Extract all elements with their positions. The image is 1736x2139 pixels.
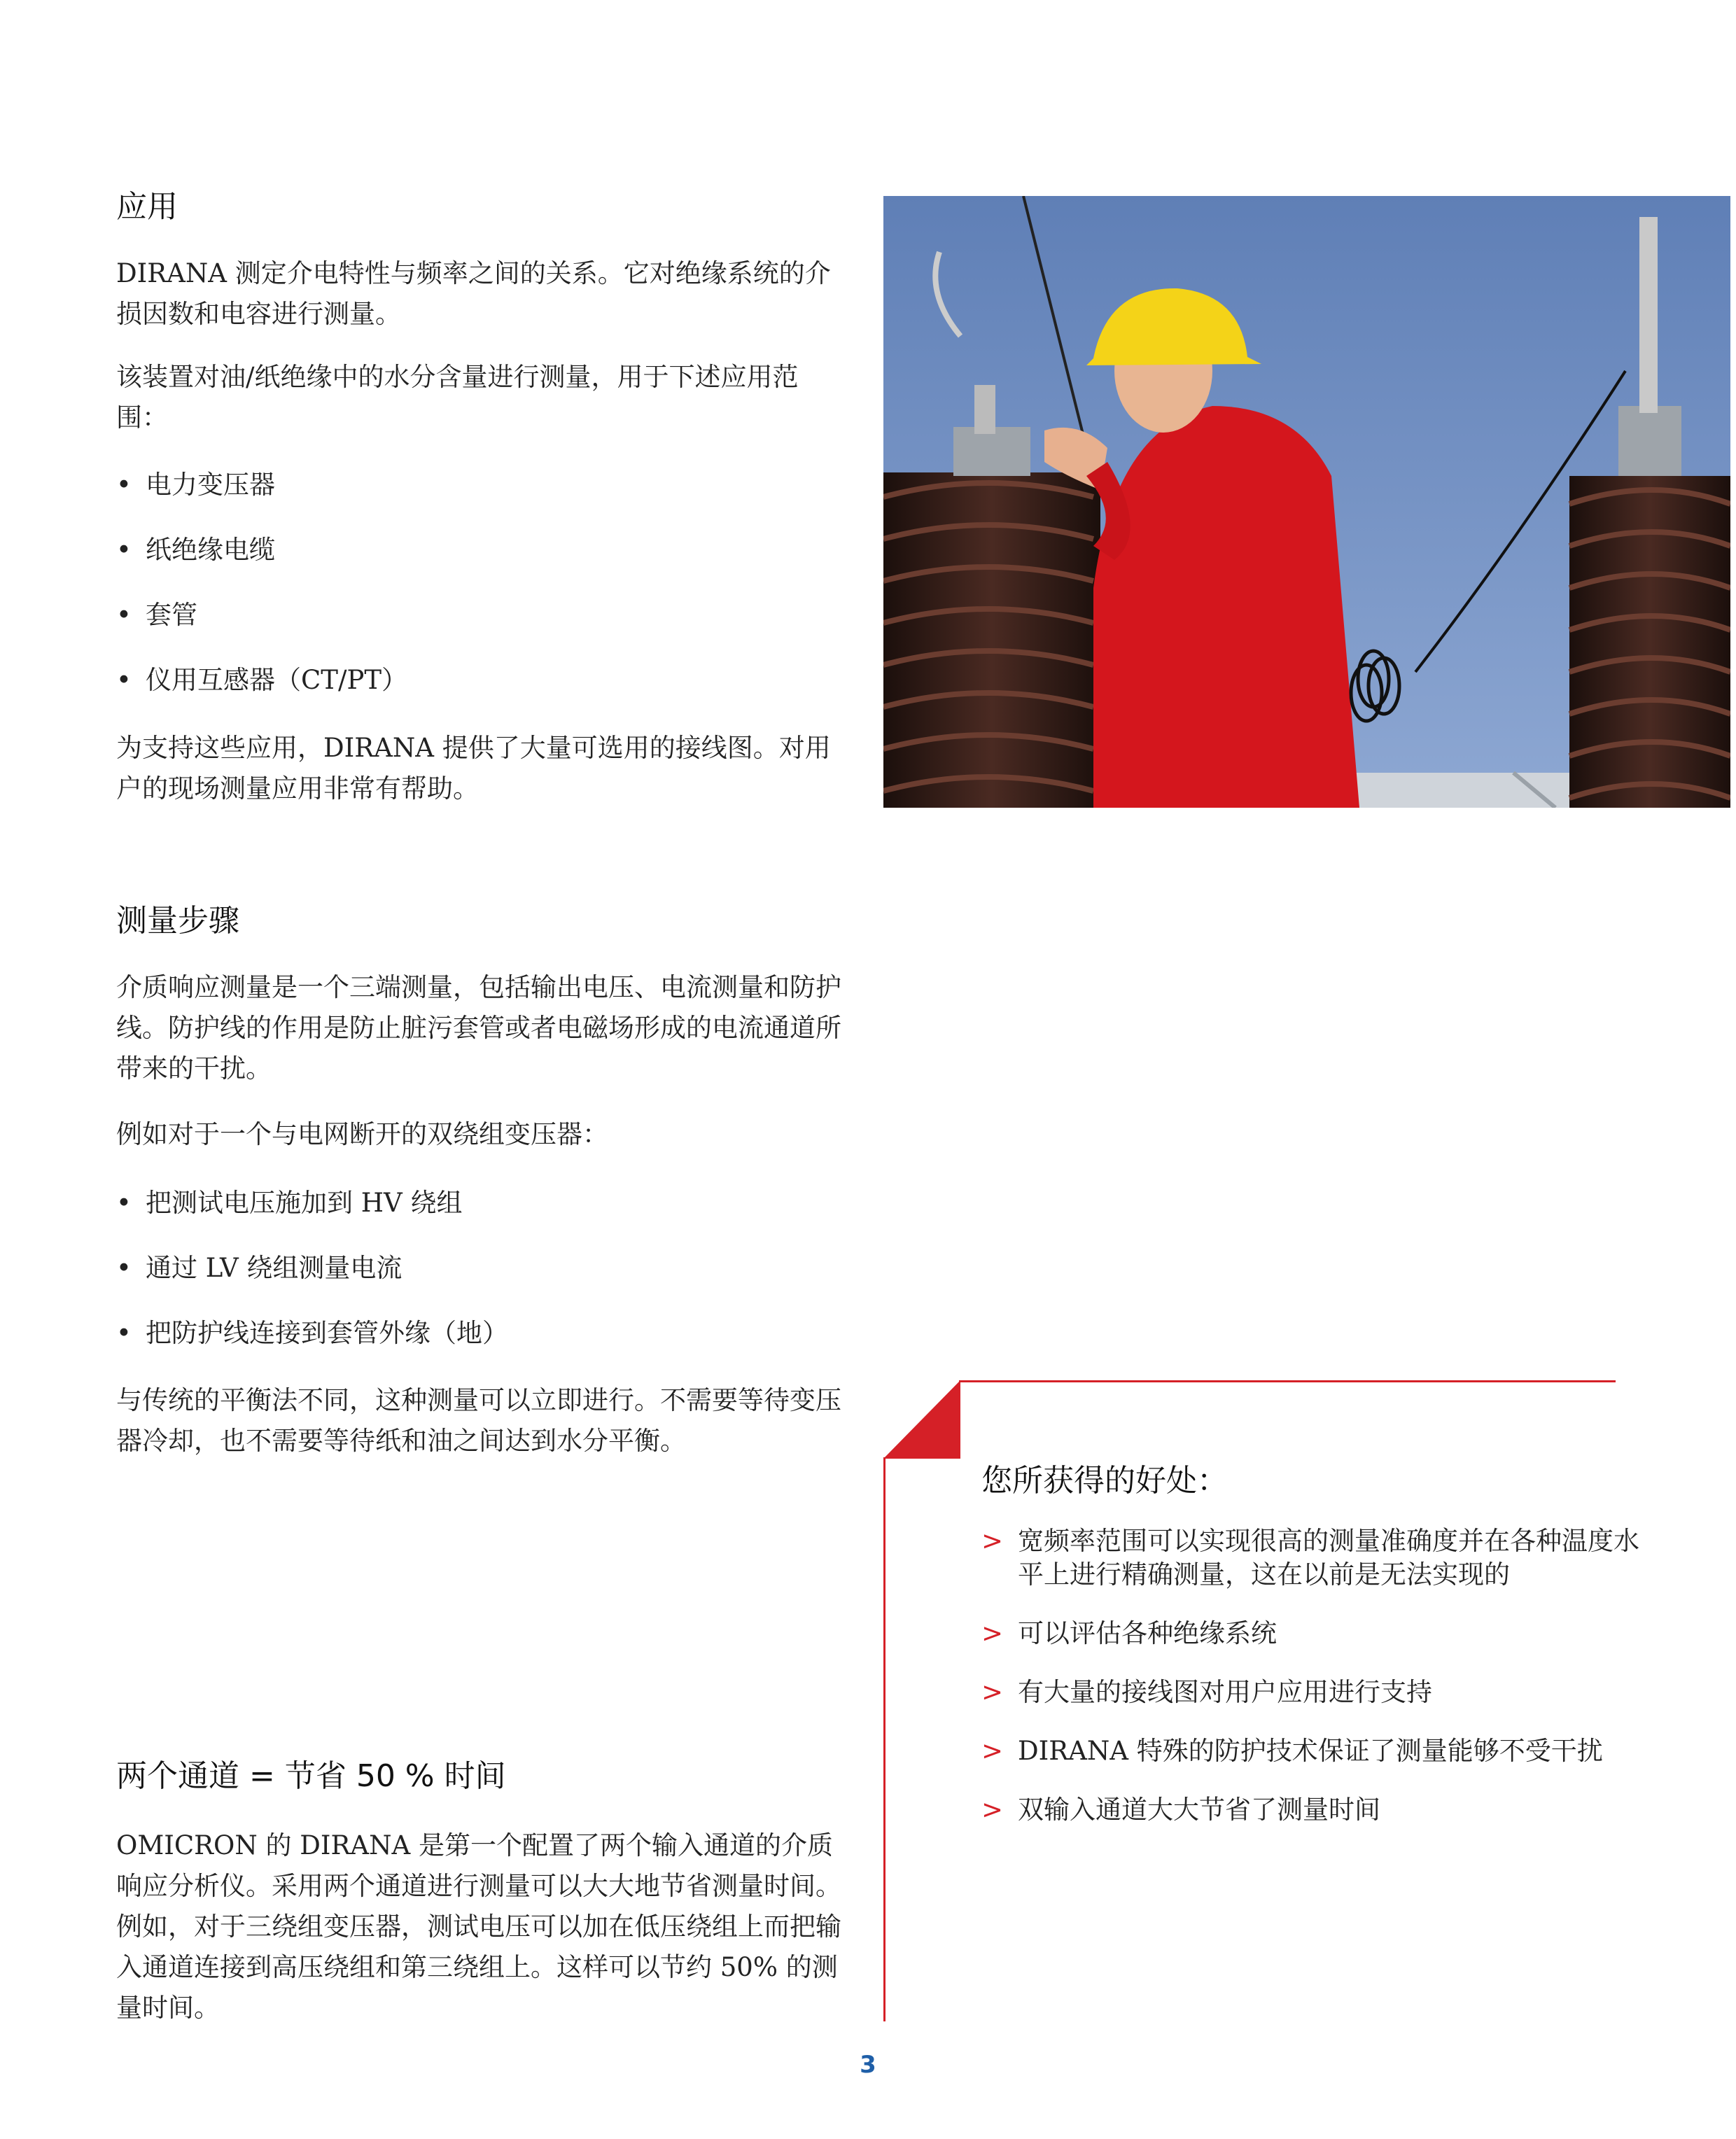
- procedure-bullet: • 把测试电压施加到 HV 绕组: [116, 1183, 874, 1223]
- procedure-bullet: • 把防护线连接到套管外缘（地）: [116, 1313, 874, 1354]
- procedure-bullet: • 通过 LV 绕组测量电流: [116, 1248, 874, 1289]
- section-title-application: 应用: [116, 189, 178, 225]
- benefit-item: [981, 1734, 1639, 1768]
- chevron-right-icon: >: [981, 1526, 1004, 1556]
- chevron-right-icon: >: [981, 1677, 1004, 1707]
- benefits-box-left-line: [883, 1457, 886, 2021]
- application-para-3: 为支持这些应用，DIRANA 提供了大量可选用的接线图。对用户的现场测量应用非常有帮助。: [116, 733, 831, 804]
- benefits-box-corner: [883, 1380, 960, 1459]
- benefit-text: 可以评估各种绝缘系统: [1018, 1618, 1277, 1648]
- page-number: 3: [860, 2051, 876, 2079]
- technician-at-bushing-photo: [883, 196, 1730, 808]
- chevron-right-icon: >: [981, 1736, 1004, 1766]
- benefit-item: [981, 1617, 1639, 1650]
- benefit-item: [981, 1793, 1639, 1827]
- technician-photo: [883, 196, 1730, 808]
- benefits-box-top-line: [959, 1380, 1616, 1382]
- two-channels-para: OMICRON 的 DIRANA 是第一个配置了两个输入通道的介质响应分析仪。采用两个通道进行测量可以大大地节省测量时间。例如，对于三绕组变压器，测试电压可以加在低压绕组上而把输入通道连接到高压绕组和第三绕组上。这样可以节约 50% 的测量时间。: [116, 1830, 841, 2023]
- benefit-text: 有大量的接线图对用户应用进行支持: [1018, 1677, 1432, 1707]
- application-bullet: • 套管: [116, 595, 874, 636]
- benefit-item: [981, 1676, 1639, 1709]
- benefit-text: 双输入通道大大节省了测量时间: [1018, 1795, 1380, 1825]
- procedure-para-3: 与传统的平衡法不同，这种测量可以立即进行。不需要等待变压器冷却，也不需要等待纸和油之间达到水分平衡。: [116, 1385, 841, 1456]
- benefits-list: [981, 1524, 1639, 1852]
- application-bullet: • 仪用互感器（CT/PT）: [116, 660, 874, 701]
- chevron-right-icon: >: [981, 1618, 1004, 1648]
- benefits-title: 您所获得的好处：: [981, 1463, 1228, 1499]
- section-title-two-channels: 两个通道 = 节省 50 % 时间: [116, 1758, 506, 1794]
- section-title-procedure: 测量步骤: [116, 903, 239, 939]
- application-bullet: • 电力变压器: [116, 465, 874, 505]
- procedure-para-1: 介质响应测量是一个三端测量，包括输出电压、电流测量和防护线。防护线的作用是防止脏污套管或者电磁场形成的电流通道所带来的干扰。: [116, 972, 841, 1083]
- benefit-text: DIRANA 特殊的防护技术保证了测量能够不受干扰: [1018, 1736, 1603, 1766]
- benefit-text: 宽频率范围可以实现很高的测量准确度并在各种温度水平上进行精确测量，这在以前是无法实现的: [1018, 1526, 1639, 1590]
- application-para-2: 该装置对油/纸绝缘中的水分含量进行测量，用于下述应用范围：: [116, 362, 799, 433]
- application-bullet: • 纸绝缘电缆: [116, 530, 874, 570]
- procedure-para-2: 例如对于一个与电网断开的双绕组变压器：: [116, 1119, 608, 1149]
- chevron-right-icon: >: [981, 1795, 1004, 1825]
- application-para-1: DIRANA 测定介电特性与频率之间的关系。它对绝缘系统的介损因数和电容进行测量。: [116, 258, 831, 329]
- benefit-item: [981, 1524, 1639, 1592]
